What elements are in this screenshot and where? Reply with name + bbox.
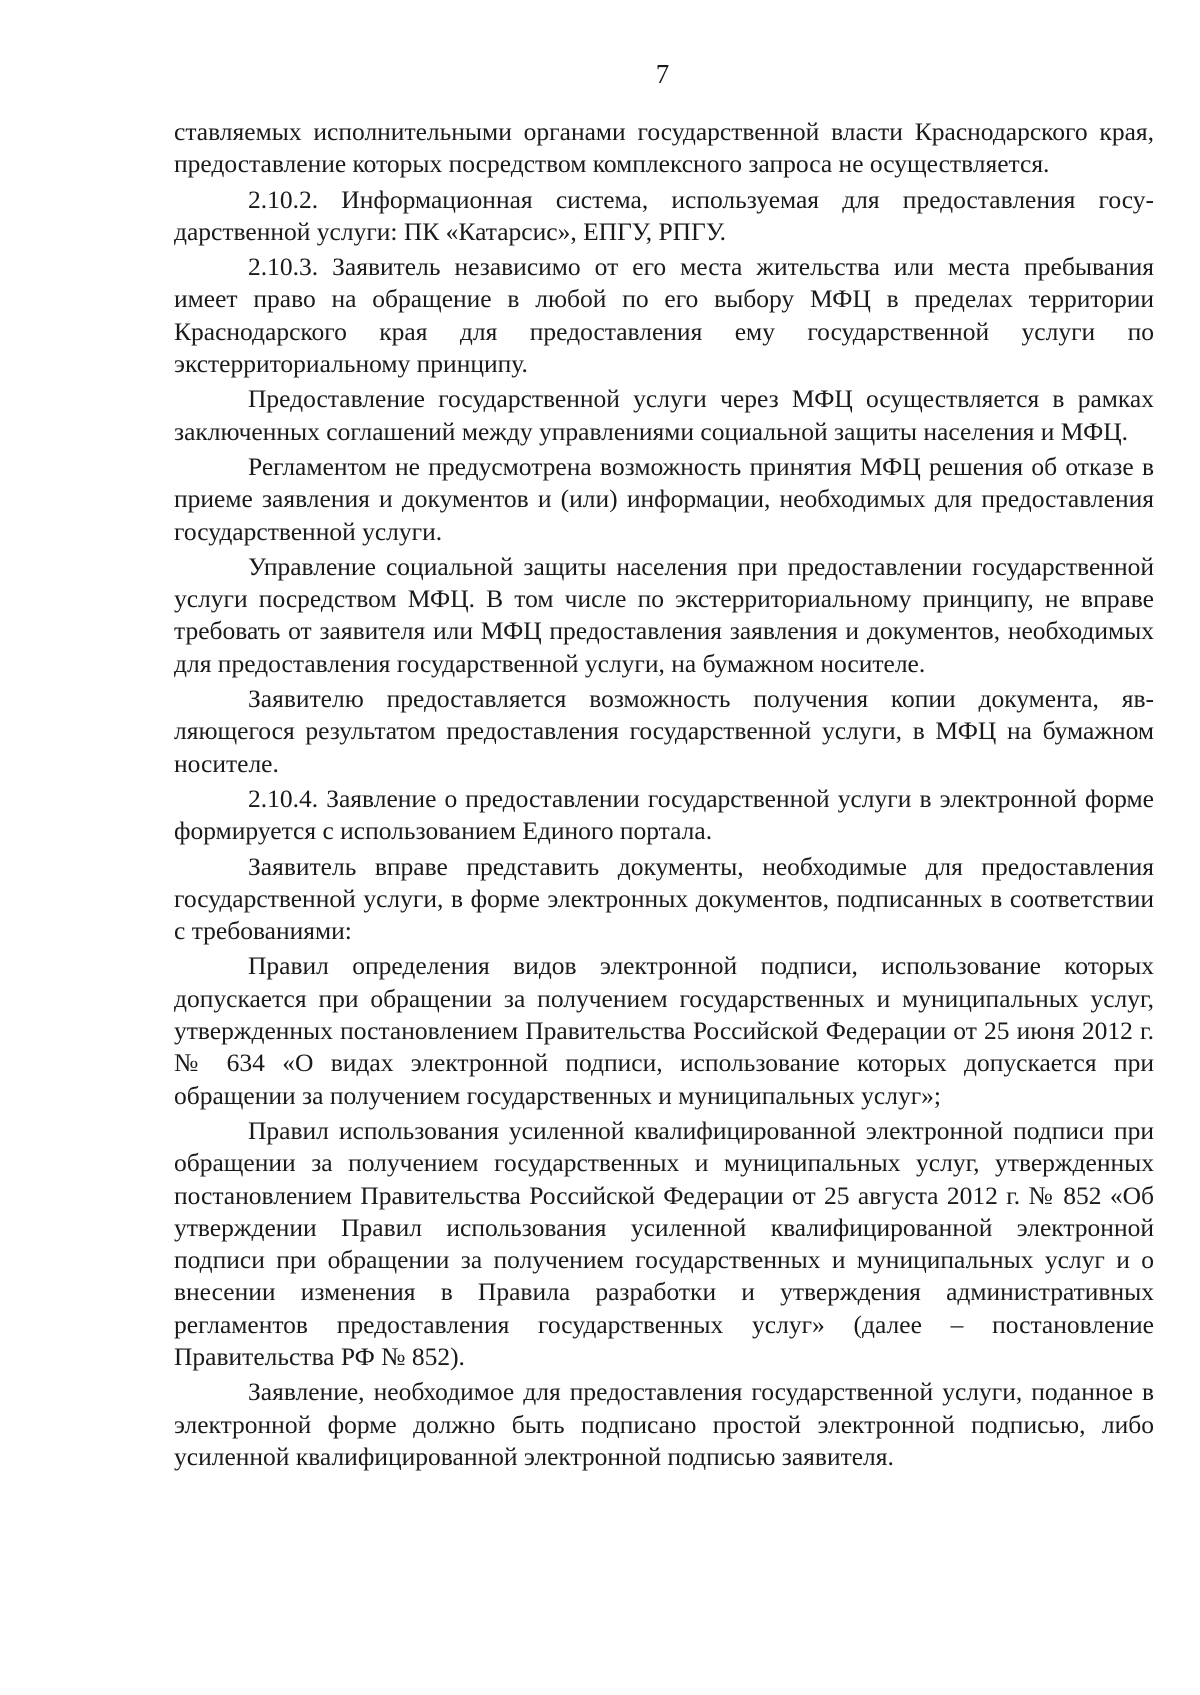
- paragraph-2-10-4: 2.10.4. Заявление о предоставлении государственной услуги в электронной форме формируется с использованием Единого портала.: [174, 783, 1154, 846]
- paragraph-2-10-2: 2.10.2. Информационная система, используемая для предоставления государственной услуги: ПК «Катарсис», ЕПГУ, РПГУ.: [174, 184, 1154, 246]
- paragraph-rules-634: Правил определения видов электронной подписи, использование которых допускается при обращении за получением государственных и муниципальных услуг, утвержденных постановлением Правительства Российской Федерации от 25 июня 2012 г. № 634 «О видах электронной подписи, использование которых допускается при обращении за получением государственных и муниципальных услуг»;: [174, 951, 1154, 1110]
- paragraph-document-copy: Заявителю предоставляется возможность получения копии документа, являющегося результатом предоставления государственной услуги, в МФЦ на бумажном носителе.: [174, 684, 1154, 778]
- paragraph-2-10-3: 2.10.3. Заявитель независимо от его места жительства или места пребывания имеет право на обращение в любой по его выбору МФЦ в пределах территории Краснодарского края для предоставления ему государственной услуги по экстерриториальному принципу.: [174, 252, 1154, 379]
- paragraph-social-protection: Управление социальной защиты населения при предоставлении государственной услуги посредством МФЦ. В том числе по экстерриториальному принципу, не вправе требовать от заявителя или МФЦ предоставления заявления и документов, необходимых для предоставления государственной услуги, на бумажном носителе.: [174, 551, 1154, 678]
- document-body: [174, 116, 1154, 1476]
- paragraph-electronic-documents: Заявитель вправе представить документы, необходимые для предоставления государственной услуги, в форме электронных документов, подписанных в соответствии с требованиями:: [174, 851, 1154, 946]
- paragraph-signature: Заявление, необходимое для предоставления государственной услуги, поданное в электронной форме должно быть подписано простой электронной подписью, либо усиленной квалифицированной электронной подписью заявителя.: [174, 1377, 1154, 1471]
- paragraph-mfc-agreements: Предоставление государственной услуги через МФЦ осуществляется в рамках заключенных соглашений между управлениями социальной защиты населения и МФЦ.: [174, 384, 1154, 446]
- paragraph-no-refusal: Регламентом не предусмотрена возможность принятия МФЦ решения об отказе в приеме заявления и документов и (или) информации, необходимых для предоставления государственной услуги.: [174, 451, 1154, 546]
- paragraph-continuation: ставляемых исполнительными органами государственной власти Краснодарского края, предоставление которых посредством комплексного запроса не осуществляется.: [174, 117, 1154, 179]
- page-number: 7: [655, 59, 670, 89]
- paragraph-rules-852: Правил использования усиленной квалифицированной электронной подписи при обращении за получением государственных и муниципальных услуг, утвержденных постановлением Правительства Российской Федерации от 25 августа 2012 г. № 852 «Об утверждении Правил использования усиленной квалифицированной электронной подписи при обращении за получением государственных и муниципальных услуг и о внесении изменения в Правила разработки и утверждения административных регламентов предоставления государственных услуг» (далее – постановление Правительства РФ № 852).: [174, 1115, 1154, 1371]
